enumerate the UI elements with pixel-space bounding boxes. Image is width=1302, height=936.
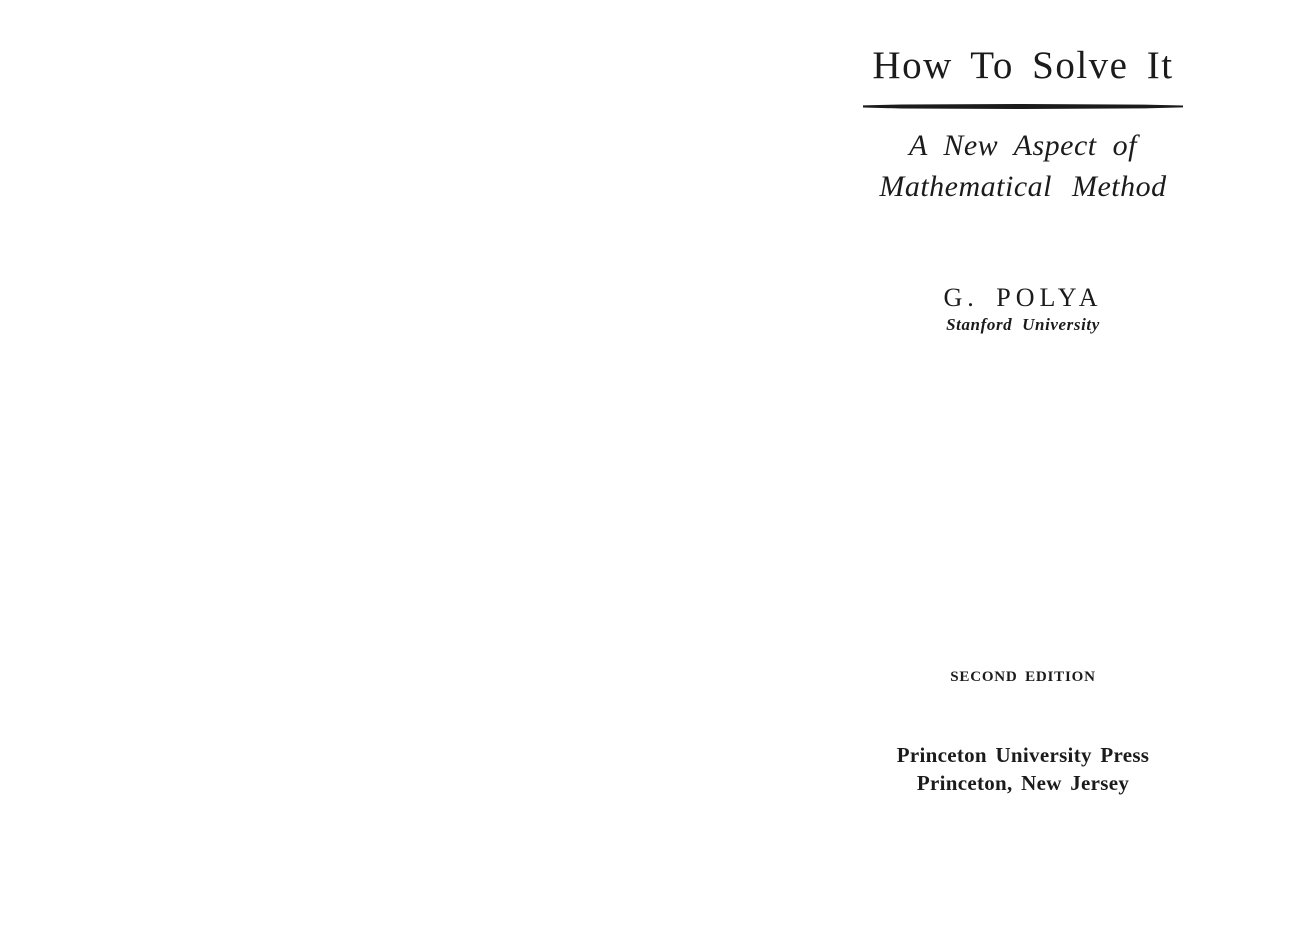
subtitle-line-1: A New Aspect of bbox=[909, 129, 1137, 162]
title-rule bbox=[863, 104, 1183, 109]
publisher-name: Princeton University Press bbox=[896, 743, 1150, 767]
author-name: G. POLYA bbox=[943, 283, 1103, 312]
title-column bbox=[862, 0, 1184, 936]
subtitle-line-2: Mathematical Method bbox=[879, 170, 1167, 203]
book-title: How To Solve It bbox=[872, 44, 1174, 87]
publisher-location: Princeton, New Jersey bbox=[916, 771, 1130, 795]
edition-notice: SECOND EDITION bbox=[950, 669, 1096, 685]
author-affiliation: Stanford University bbox=[946, 315, 1100, 334]
